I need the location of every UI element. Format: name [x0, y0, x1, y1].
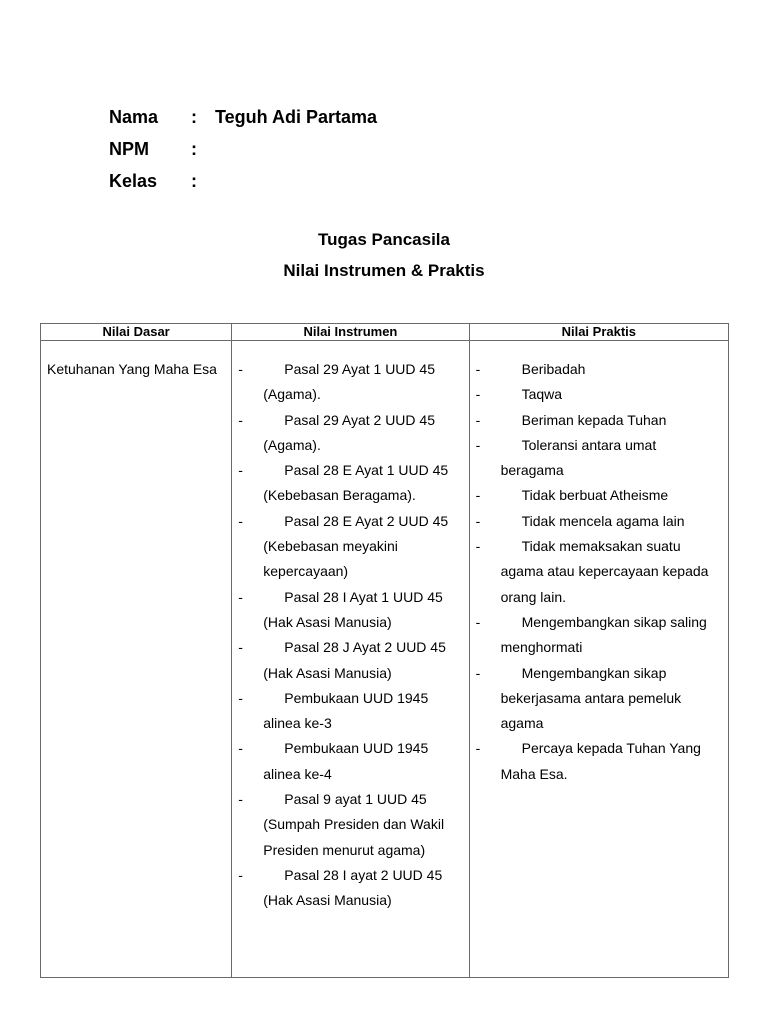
list-item-text: Pasal 29 Ayat 2 UUD 45 (Agama). — [263, 411, 435, 453]
list-item — [476, 357, 722, 382]
list-item — [238, 736, 462, 787]
bullet-dash: - — [238, 512, 243, 529]
header-nilai-dasar: Nilai Dasar — [41, 324, 232, 341]
bullet-dash: - — [238, 588, 243, 605]
nama-colon: : — [191, 106, 197, 127]
list-item — [476, 483, 722, 508]
list-item-text: Mengembangkan sikap saling menghormati — [500, 613, 707, 656]
kelas-colon: : — [191, 170, 197, 191]
bullet-dash: - — [475, 386, 481, 403]
list-item — [238, 357, 462, 408]
list-item — [476, 382, 722, 407]
bullet-dash: - — [238, 361, 243, 377]
bullet-dash: - — [238, 866, 243, 883]
list-item-text: Tidak memaksakan suatu agama atau kepercayaan kepada orang lain. — [500, 538, 709, 605]
bullet-dash: - — [238, 411, 243, 428]
bullet-dash: - — [238, 740, 243, 757]
list-item — [238, 787, 462, 863]
bullet-dash: - — [475, 361, 481, 377]
nama-value: Teguh Adi Partama — [215, 106, 378, 127]
bullet-dash: - — [475, 487, 481, 504]
bullet-dash: - — [475, 538, 481, 555]
bullet-dash: - — [475, 512, 481, 529]
list-item-text: Pasal 28 I ayat 2 UUD 45 (Hak Asasi Manusia) — [263, 866, 443, 909]
table-row — [41, 341, 729, 978]
bullet-dash: - — [238, 689, 243, 706]
nilai-instrumen-list — [238, 357, 462, 914]
list-item — [238, 863, 462, 914]
cell-nilai-instrumen — [232, 341, 469, 978]
list-item-text: Beribadah — [521, 361, 586, 377]
nilai-dasar-text: Ketuhanan Yang Maha Esa — [47, 361, 217, 377]
identity-row-nama — [109, 101, 377, 133]
list-item — [238, 635, 462, 686]
bullet-dash: - — [475, 411, 481, 428]
list-item-text: Beriman kepada Tuhan — [521, 411, 667, 428]
nilai-table — [40, 323, 729, 978]
header-nilai-praktis: Nilai Praktis — [469, 324, 728, 341]
bullet-dash: - — [238, 462, 243, 479]
list-item — [238, 585, 462, 636]
list-item — [238, 509, 462, 585]
list-item-text: Pasal 29 Ayat 1 UUD 45 (Agama). — [263, 361, 435, 403]
list-item-text: Pasal 28 J Ayat 2 UUD 45 (Hak Asasi Manusia) — [263, 639, 446, 681]
title-block — [0, 228, 768, 290]
list-item — [476, 433, 722, 484]
cell-nilai-dasar — [41, 341, 232, 978]
list-item-text: Mengembangkan sikap bekerjasama antara pemeluk agama — [500, 664, 682, 732]
nama-label: Nama — [109, 106, 159, 127]
document-subtitle: Nilai Instrumen & Praktis — [283, 261, 485, 280]
bullet-dash: - — [475, 740, 481, 757]
bullet-dash: - — [475, 613, 481, 630]
bullet-dash: - — [475, 436, 481, 453]
list-item — [476, 610, 722, 661]
identity-block — [109, 101, 377, 197]
npm-label: NPM — [109, 138, 149, 159]
list-item-text: Pasal 9 ayat 1 UUD 45 (Sumpah Presiden dan Wakil Presiden menurut agama) — [263, 791, 445, 858]
table-header-row — [41, 324, 729, 341]
list-item-text: Toleransi antara umat beragama — [500, 436, 657, 479]
list-item — [476, 534, 722, 610]
list-item-text: Tidak mencela agama lain — [521, 512, 685, 529]
list-item-text: Pembukaan UUD 1945 alinea ke-3 — [263, 689, 429, 732]
list-item-text: Pasal 28 E Ayat 1 UUD 45 (Kebebasan Beragama). — [263, 462, 449, 504]
list-item — [476, 736, 722, 787]
list-item-text: Percaya kepada Tuhan Yang Maha Esa. — [500, 740, 701, 782]
list-item-text: Pasal 28 I Ayat 1 UUD 45 (Hak Asasi Manusia) — [263, 588, 443, 630]
cell-nilai-praktis — [469, 341, 728, 978]
list-item — [238, 458, 462, 509]
identity-row-kelas — [109, 165, 377, 197]
list-item — [476, 661, 722, 737]
bullet-dash: - — [238, 639, 243, 656]
document-title: Tugas Pancasila — [318, 230, 450, 249]
list-item — [476, 509, 722, 534]
list-item — [238, 686, 462, 737]
npm-colon: : — [191, 138, 197, 159]
list-item-text: Tidak berbuat Atheisme — [521, 487, 669, 504]
identity-row-npm — [109, 133, 377, 165]
bullet-dash: - — [475, 664, 481, 681]
header-nilai-instrumen: Nilai Instrumen — [232, 324, 469, 341]
list-item — [238, 408, 462, 459]
list-item-text: Pembukaan UUD 1945 alinea ke-4 — [263, 740, 429, 782]
bullet-dash: - — [238, 791, 243, 808]
list-item-text: Taqwa — [521, 386, 563, 403]
list-item — [476, 408, 722, 433]
nilai-praktis-list — [476, 357, 722, 787]
kelas-label: Kelas — [109, 170, 158, 191]
list-item-text: Pasal 28 E Ayat 2 UUD 45 (Kebebasan meyakini kepercayaan) — [263, 512, 449, 580]
